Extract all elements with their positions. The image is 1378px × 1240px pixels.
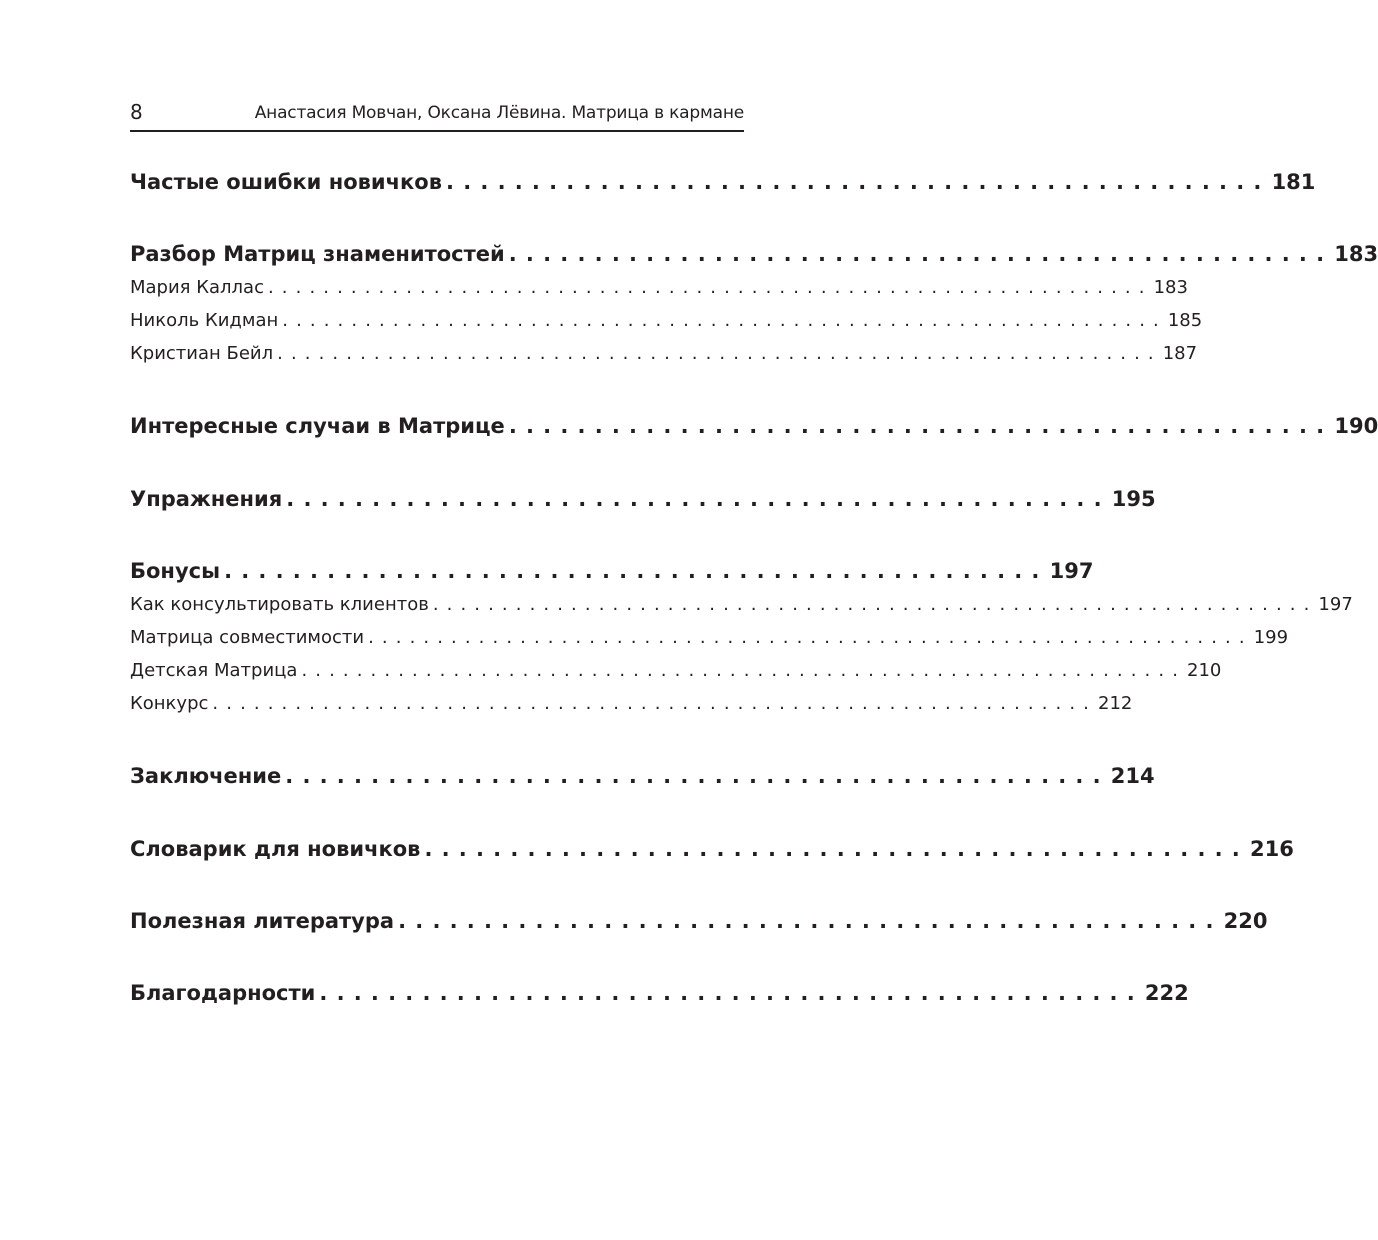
toc-entry-page: 214 [1110,764,1155,788]
toc-entry-title: Полезная литература [130,906,398,936]
toc-entry-title: Как консультировать клиентов [130,592,433,618]
dot-leader: ................................................................ [267,277,1153,298]
dot-leader: ................................................................ [301,660,1187,681]
toc-entry-title: Заключение [130,761,285,791]
toc-entry-title: Конкурс [130,691,212,717]
toc-subentry-konkurs[interactable] [130,691,1133,717]
toc-entry-title: Словарик для новичков [130,834,424,864]
toc-entry-poleznaya-literatura[interactable] [130,906,1268,936]
toc-entry-interesnye-sluchai[interactable] [130,411,1378,441]
toc-entry-page: 216 [1249,837,1294,861]
dot-leader: ................................................................ [368,627,1253,648]
toc-entry-page: 220 [1223,909,1268,933]
toc-entry-page: 197 [1049,559,1094,583]
toc-entry-blagodarnosti[interactable] [130,978,1189,1008]
page-header [130,96,744,132]
toc-entry-title: Разбор Матриц знаменитостей [130,239,509,269]
toc-subentry-christian-bale[interactable] [130,341,1198,367]
toc-subentry-konsultirovat[interactable] [130,592,1353,618]
dot-leader: ................................................ [508,242,1334,266]
toc-subentry-detskaya-matrica[interactable] [130,658,1222,684]
toc-entry-title: Благодарности [130,978,319,1008]
dot-leader: ................................................................ [432,594,1318,615]
dot-leader: ................................................ [398,909,1223,933]
toc-entry-page: 195 [1111,487,1156,511]
toc-entry-title: Упражнения [130,484,286,514]
toc-entry-page: 183 [1153,277,1188,298]
dot-leader: ................................................ [424,837,1249,861]
dot-leader: ................................................ [285,764,1110,788]
toc-entry-chastye-oshibki[interactable] [130,167,1316,197]
dot-leader: ................................................................ [277,343,1162,364]
page-number: 8 [130,100,143,124]
toc-entry-title: Интересные случаи в Матрице [130,411,509,441]
toc-entry-page: 190 [1334,414,1378,438]
toc-entry-title: Детская Матрица [130,658,301,684]
dot-leader: ................................................ [508,414,1334,438]
toc-subentry-nicole-kidman[interactable] [130,308,1203,334]
toc-entry-title: Мария Каллас [130,275,268,301]
toc-entry-page: 212 [1098,693,1133,714]
toc-entry-title: Николь Кидман [130,308,282,334]
toc-entry-page: 199 [1253,627,1289,648]
dot-leader: ................................................................ [282,310,1167,331]
toc-entry-title: Бонусы [130,556,224,586]
toc-entry-page: 210 [1187,660,1222,681]
toc-entry-slovarik[interactable] [130,834,1294,864]
dot-leader: ................................................ [286,487,1111,511]
dot-leader: ................................................................ [212,693,1098,714]
toc-entry-razbor-matric[interactable] [130,239,1378,269]
toc-entry-zaklyuchenie[interactable] [130,761,1155,791]
toc-entry-page: 197 [1318,594,1353,615]
toc-subentry-maria-callas[interactable] [130,275,1188,301]
toc-entry-page: 185 [1167,310,1203,331]
toc-entry-uprazhneniya[interactable] [130,484,1156,514]
dot-leader: ................................................ [446,170,1271,194]
dot-leader: ................................................ [224,559,1049,583]
toc-entry-title: Кристиан Бейл [130,341,277,367]
toc-entry-page: 187 [1162,343,1198,364]
toc-subentry-sovmestimost[interactable] [130,625,1289,651]
toc-entry-title: Матрица совместимости [130,625,368,651]
dot-leader: ................................................ [319,981,1144,1005]
toc-entry-page: 181 [1271,170,1316,194]
toc-entry-page: 222 [1144,981,1189,1005]
toc-entry-page: 183 [1334,242,1378,266]
toc-entry-bonusy[interactable] [130,556,1094,586]
running-title: Анастасия Мовчан, Оксана Лёвина. Матрица в кармане [254,103,744,123]
toc-entry-title: Частые ошибки новичков [130,167,446,197]
